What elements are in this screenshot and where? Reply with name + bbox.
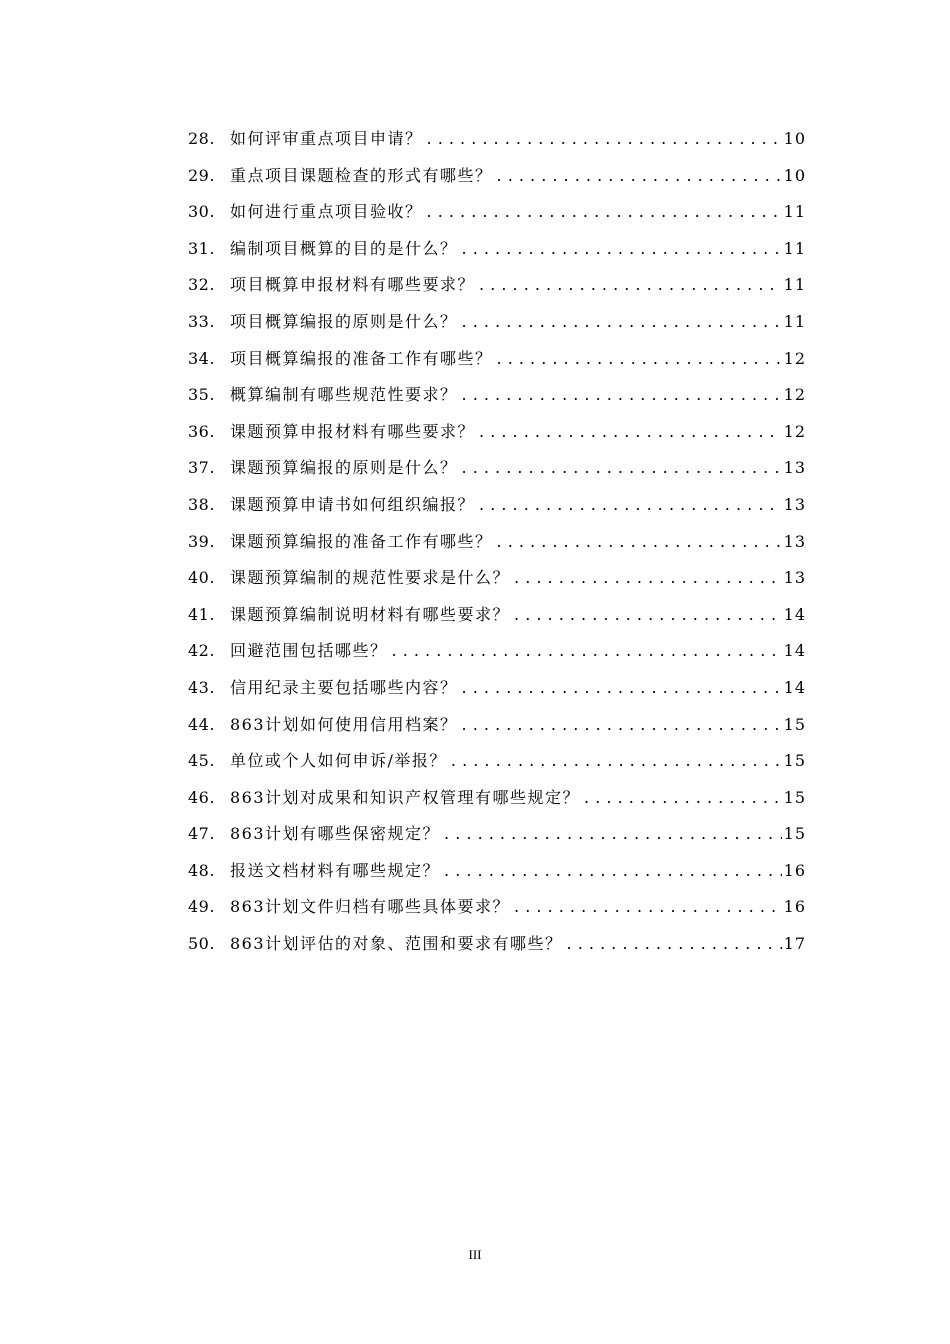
toc-entry-title: 报送文档材料有哪些规定？	[230, 860, 441, 880]
toc-entry-title: 课题预算编报的原则是什么？	[230, 458, 458, 478]
toc-entry-page: 12	[783, 421, 806, 441]
toc-dot-leader	[497, 341, 782, 378]
toc-dot-leader	[479, 487, 782, 524]
toc-dot-leader	[462, 707, 782, 744]
toc-dot-leader	[451, 743, 782, 780]
toc-entry-title: 课题预算编报的准备工作有哪些？	[230, 531, 493, 551]
toc-dot-leader	[567, 926, 782, 963]
toc-dot-leader	[462, 377, 782, 414]
toc-entry-page: 13	[783, 568, 806, 588]
toc-entry-title: 课题预算编制的规范性要求是什么？	[230, 568, 511, 588]
toc-entry-number: 38.	[188, 494, 215, 514]
toc-dot-leader	[462, 450, 782, 487]
toc-entry[interactable]	[188, 377, 806, 414]
toc-entry[interactable]	[188, 231, 806, 268]
toc-entry-number: 47.	[188, 824, 215, 844]
toc-entry-title: 项目概算编报的原则是什么？	[230, 311, 458, 331]
toc-entry-number: 43.	[188, 677, 215, 697]
toc-entry-number: 48.	[188, 860, 215, 880]
toc-entry[interactable]	[188, 670, 806, 707]
toc-entry-page: 17	[783, 934, 806, 954]
toc-dot-leader	[444, 816, 782, 853]
toc-entry-number: 28.	[188, 129, 215, 148]
toc-entry[interactable]	[188, 633, 806, 670]
toc-entry-title: 如何评审重点项目申请？	[230, 129, 423, 148]
toc-entry-number: 50.	[188, 934, 215, 954]
toc-dot-leader	[497, 524, 782, 561]
toc-entry[interactable]	[188, 267, 806, 304]
toc-dot-leader	[514, 597, 782, 634]
toc-entry-title: 编制项目概算的目的是什么？	[230, 238, 458, 258]
toc-entry-title: 863计划评估的对象、范围和要求有哪些？	[230, 934, 563, 954]
toc-entry-title: 项目概算申报材料有哪些要求？	[230, 275, 476, 295]
toc-entry-page: 15	[783, 787, 806, 807]
toc-entry[interactable]	[188, 816, 806, 853]
toc-dot-leader	[479, 267, 782, 304]
toc-entry[interactable]	[188, 743, 806, 780]
table-of-contents	[188, 121, 806, 963]
toc-entry-number: 35.	[188, 385, 215, 405]
toc-dot-leader	[462, 670, 782, 707]
toc-entry-title: 概算编制有哪些规范性要求？	[230, 385, 458, 405]
toc-entry-title: 863计划如何使用信用档案？	[230, 714, 458, 734]
toc-entry[interactable]	[188, 487, 806, 524]
toc-entry-number: 41.	[188, 604, 215, 624]
toc-entry-title: 课题预算编制说明材料有哪些要求？	[230, 604, 511, 624]
toc-entry[interactable]	[188, 158, 806, 195]
toc-dot-leader	[514, 560, 782, 597]
toc-entry-page: 11	[783, 238, 806, 258]
toc-entry-page: 16	[783, 897, 806, 917]
toc-entry-title: 信用纪录主要包括哪些内容？	[230, 677, 458, 697]
toc-entry-number: 30.	[188, 202, 215, 222]
toc-dot-leader	[462, 304, 782, 341]
toc-dot-leader	[462, 231, 782, 268]
toc-entry[interactable]	[188, 780, 806, 817]
toc-entry-number: 36.	[188, 421, 215, 441]
toc-entry[interactable]	[188, 524, 806, 561]
toc-dot-leader	[444, 853, 782, 890]
toc-entry[interactable]	[188, 414, 806, 451]
toc-dot-leader	[584, 780, 782, 817]
toc-entry-page: 11	[783, 311, 806, 331]
toc-entry-number: 49.	[188, 897, 215, 917]
toc-entry-page: 13	[783, 494, 806, 514]
page-number: III	[468, 1247, 482, 1262]
toc-entry-page: 11	[783, 275, 806, 295]
toc-entry-page: 15	[783, 714, 806, 734]
toc-dot-leader	[392, 633, 782, 670]
toc-entry[interactable]	[188, 853, 806, 890]
toc-entry-number: 42.	[188, 641, 215, 661]
toc-entry[interactable]	[188, 889, 806, 926]
toc-entry[interactable]	[188, 560, 806, 597]
toc-entry-page: 12	[783, 385, 806, 405]
toc-entry-page: 15	[783, 824, 806, 844]
toc-entry-number: 32.	[188, 275, 215, 295]
toc-entry-number: 46.	[188, 787, 215, 807]
toc-dot-leader	[514, 889, 782, 926]
toc-dot-leader	[427, 194, 782, 231]
toc-entry-number: 40.	[188, 568, 215, 588]
toc-entry-page: 16	[783, 860, 806, 880]
toc-entry-number: 45.	[188, 751, 215, 771]
toc-entry-title: 课题预算申请书如何组织编报？	[230, 494, 476, 514]
toc-entry-title: 项目概算编报的准备工作有哪些？	[230, 348, 493, 368]
toc-entry-page: 10	[783, 129, 806, 148]
toc-dot-leader	[479, 414, 782, 451]
toc-dot-leader	[427, 121, 782, 158]
toc-entry-title: 863计划文件归档有哪些具体要求？	[230, 897, 511, 917]
toc-entry-page: 15	[783, 751, 806, 771]
toc-entry[interactable]	[188, 926, 806, 963]
toc-dot-leader	[497, 158, 782, 195]
toc-entry-number: 39.	[188, 531, 215, 551]
toc-entry-number: 34.	[188, 348, 215, 368]
toc-entry-title: 回避范围包括哪些？	[230, 641, 388, 661]
toc-entry-title: 单位或个人如何申诉/举报？	[230, 751, 447, 771]
toc-entry-page: 10	[783, 165, 806, 185]
toc-entry-number: 37.	[188, 458, 215, 478]
toc-entry-page: 14	[783, 641, 806, 661]
toc-entry-page: 13	[783, 458, 806, 478]
toc-entry-title: 863计划有哪些保密规定？	[230, 824, 441, 844]
toc-entry-number: 33.	[188, 311, 215, 331]
toc-entry[interactable]	[188, 597, 806, 634]
toc-entry-page: 14	[783, 604, 806, 624]
toc-entry[interactable]	[188, 341, 806, 378]
toc-entry-title: 863计划对成果和知识产权管理有哪些规定？	[230, 787, 581, 807]
toc-entry[interactable]	[188, 304, 806, 341]
toc-entry[interactable]	[188, 707, 806, 744]
toc-entry-title: 如何进行重点项目验收？	[230, 202, 423, 222]
toc-entry-number: 29.	[188, 165, 215, 185]
toc-entry-title: 重点项目课题检查的形式有哪些？	[230, 165, 493, 185]
toc-entry[interactable]	[188, 194, 806, 231]
toc-entry-page: 14	[783, 677, 806, 697]
toc-entry-title: 课题预算申报材料有哪些要求？	[230, 421, 476, 441]
toc-entry-page: 11	[783, 202, 806, 222]
toc-entry[interactable]	[188, 121, 806, 158]
toc-entry-page: 13	[783, 531, 806, 551]
toc-entry-number: 31.	[188, 238, 215, 258]
toc-entry-number: 44.	[188, 714, 215, 734]
toc-entry-page: 12	[783, 348, 806, 368]
toc-entry[interactable]	[188, 450, 806, 487]
